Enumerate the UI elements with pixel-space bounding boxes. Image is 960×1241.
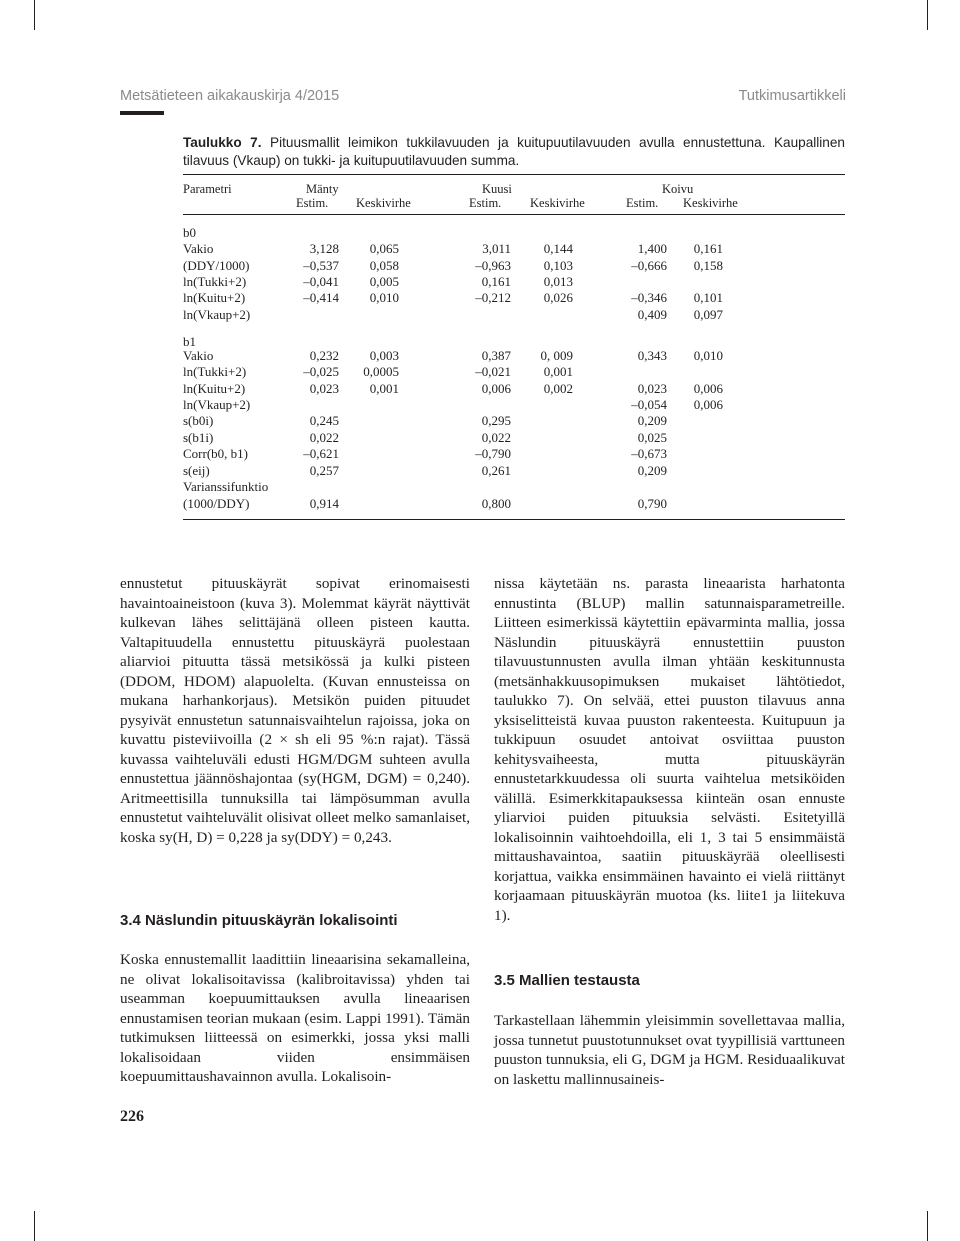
table-cell: 0,261: [481, 463, 511, 478]
table-cell: –0,621: [303, 446, 339, 461]
table-row-label: Vakio: [183, 348, 214, 363]
table-row-label: ln(Tukki+2): [183, 274, 247, 289]
right-column: [494, 574, 845, 925]
table-cell: 0,914: [309, 496, 339, 511]
table-row-label: ln(Kuitu+2): [183, 290, 246, 305]
table-row-label: (1000/DDY): [183, 496, 250, 511]
table-cell: –0,212: [475, 290, 511, 305]
left-paragraph-1: ennustetut pituuskäyrät sopivat erinomaisesti havaintoaineistoon (kuva 3). Molemmat käyrät näyttivät kulkevan lähes selittäjänä olleen pisteen kautta. Valtapituudella ennustettu pituuskäyrä puolestaan aliarvioi pituutta tässä metsikössä ja kulki pisteen (DDOM, HDOM) alapuolelta. (Kuvan ennusteissa on mukana harhankorjaus). Metsikön puiden pituudet pysyivät ennustetun satunnaisvaihtelun rajoissa, joka on kuvattu pisteviivoilla (2 × sh eli 95 %:n rajat). Tässä kuvassa vaihteluväli edusti HGM/DGM suhteen avulla ennustettua jäännöshajontaa (sy(HGM, DGM) = 0,240). Aritmeettisilla tunnuksilla tai lämpösumman avulla ennustetut vaihteluvälit olisivat olleet melko samanlaiset, koska sy(H, D) = 0,228 ja sy(DDY) = 0,243.: [120, 575, 470, 846]
right-paragraph-1: nissa käytetään ns. parasta lineaarista harhatonta ennustinta (BLUP) mallin satunnaisparametreille. Liitteen esimerkissä käytettiin epävarminta mallia, jossa Näslundin pituuskäyrä ennustettiin puuston tilavuustunnusten avulla ilman yhtään keskitunnusta (metsänhakkuusopimuksen mukaiset lähtötiedot, taulukko 7). On selvää, ettei puuston tilavuus anna yksiselitteistä kuvaa puuston rakenteesta. Kuitupuun ja tukkipuun osuudet antoivat osviittaa puuston kehitysvaiheesta, mutta pituuskäyrän ennustetarkkuudessa oli suurta vaihtelua metsiköiden välillä. Esimerkkitapauksessa kiinteän osan ennuste yliarvioi puiden pituuksia selvästi. Esitetyillä lokalisoinnin vaihtoehdoilla, eli 1, 3 tai 5 ensimmäistä mittaushavaintoa, saatiin pituuskäyrää oleellisesti korjattua, vaikka ensimmäinen havainto ei vielä riittänyt korjaamaan pituuskäyrän muotoa (ks. liite1 ja liitekuva 1).: [494, 575, 845, 924]
table-row-label: b1: [183, 334, 196, 349]
table-top-rule: [183, 174, 845, 175]
table-row-label: Corr(b0, b1): [183, 446, 248, 461]
table-cell: 0,161: [481, 274, 511, 289]
journal-header: Metsätieteen aikakauskirja 4/2015: [120, 88, 340, 104]
category-header: Tutkimusartikkeli: [738, 88, 846, 104]
species-header-kuusi: Kuusi: [482, 182, 512, 196]
table-cell: 0,257: [309, 463, 339, 478]
table-cell: 0,006: [693, 397, 723, 412]
table-row-label: ln(Tukki+2): [183, 364, 247, 379]
table-cell: –0,346: [631, 290, 667, 305]
table-cell: –0,054: [631, 397, 667, 412]
table-cell: 0,001: [369, 381, 399, 396]
species-header-manty: Mänty: [306, 182, 339, 196]
table-cell: 0,025: [637, 430, 667, 445]
species-header-koivu: Koivu: [662, 182, 694, 196]
table-cell: –0,963: [475, 258, 511, 273]
table-cell: 0,245: [309, 413, 339, 428]
table-cell: 0,006: [481, 381, 511, 396]
table-cell: 0,006: [693, 381, 723, 396]
subheader-estim-3: Estim.: [626, 196, 659, 210]
table-cell: –0,537: [303, 258, 339, 273]
table-cell: –0,025: [303, 364, 339, 379]
section-heading-3-5: 3.5 Mallien testausta: [494, 972, 640, 989]
table-cell: 0,158: [693, 258, 723, 273]
table-cell: 0,387: [481, 348, 511, 363]
table-cell: 0,065: [369, 241, 399, 256]
left-column: [120, 574, 470, 847]
table-cell: –0,790: [475, 446, 511, 461]
table-cell: 0,005: [369, 274, 399, 289]
subheader-estim-2: Estim.: [469, 196, 502, 210]
table-row-label: s(b0i): [183, 413, 214, 428]
table-cell: 0, 009: [540, 348, 573, 363]
subheader-estim-1: Estim.: [296, 196, 329, 210]
table-cell: 0,002: [543, 381, 573, 396]
table-cell: 0,800: [481, 496, 511, 511]
table-cell: 3,128: [309, 241, 339, 256]
table-bottom-rule: [183, 519, 845, 520]
crop-mark-right-bottom: [927, 1211, 928, 1241]
table-cell: 0,023: [309, 381, 339, 396]
table-row-label: Vakio: [183, 241, 214, 256]
subheader-se-2: Keskivirhe: [530, 196, 585, 210]
table-cell: 0,101: [693, 290, 723, 305]
caption-text: Pituusmallit leimikon tukkilavuuden ja kuitupuutilavuuden avulla ennustettuna. Kaupallinen tilavuus (Vkaup) on tukki- ja kuitupuutilavuuden summa.: [183, 135, 845, 168]
left-paragraph-2: Koska ennustemallit laadittiin lineaarisina sekamalleina, ne olivat lokalisoitavissa (kalibroitavissa) yhden tai useamman koepuumittauksen avulla lineaarisen ennustamisen teorian mukaan (esim. Lappi 1991). Tämän tutkimuksen liitteessä on esimerkki, jossa yksi malli lokalisoidaan viiden ensimmäisen koepuumittaushavainnon avulla. Lokalisoin-: [120, 951, 470, 1085]
table-cell: 0,144: [543, 241, 573, 256]
parameter-table: [0, 0, 960, 540]
table-cell: 0,790: [637, 496, 667, 511]
table-cell: 0,209: [637, 413, 667, 428]
table-cell: 0,026: [543, 290, 573, 305]
table-cell: 0,010: [369, 290, 399, 305]
table-cell: 0,209: [637, 463, 667, 478]
param-header: Parametri: [183, 182, 232, 196]
table-cell: 0,013: [543, 274, 573, 289]
caption-label: Taulukko 7.: [183, 135, 262, 150]
table-cell: –0,414: [303, 290, 339, 305]
table-row-label: ln(Vkaup+2): [183, 397, 251, 412]
left-column-2: [120, 950, 470, 1087]
right-column-2: [494, 1011, 845, 1089]
table-cell: 0,058: [369, 258, 399, 273]
table-row-label: b0: [183, 225, 196, 240]
section-heading-3-4: 3.4 Näslundin pituuskäyrän lokalisointi: [120, 912, 398, 929]
table-cell: 0,022: [309, 430, 339, 445]
table-cell: –0,041: [303, 274, 339, 289]
table-cell: 0,103: [543, 258, 573, 273]
table-cell: 0,010: [693, 348, 723, 363]
table-cell: 1,400: [637, 241, 667, 256]
table-row-label: ln(Vkaup+2): [183, 307, 251, 322]
table-header-rule: [183, 214, 845, 215]
subheader-se-1: Keskivirhe: [356, 196, 411, 210]
table-cell: 0,409: [637, 307, 667, 322]
crop-mark-left-bottom: [34, 1211, 35, 1241]
table-cell: 0,001: [543, 364, 573, 379]
table-cell: 0,097: [693, 307, 723, 322]
table-cell: 0,161: [693, 241, 723, 256]
table-cell: 0,0005: [363, 364, 399, 379]
page-number: 226: [120, 1108, 144, 1125]
table-cell: 0,022: [481, 430, 511, 445]
table-cell: 0,232: [309, 348, 339, 363]
right-paragraph-2: Tarkastellaan lähemmin yleisimmin sovellettavaa mallia, jossa tunnetut puustotunnukset ovat tyypillisiä varttuneen puuston tunnuksia, eli G, DGM ja HGM. Residuaalikuvat on laskettu mallinnusaineis-: [494, 1012, 845, 1088]
table-cell: –0,666: [631, 258, 667, 273]
table-cell: 3,011: [482, 241, 511, 256]
subheader-se-3: Keskivirhe: [683, 196, 738, 210]
table-row-label: s(b1i): [183, 430, 214, 445]
table-row-label: (DDY/1000): [183, 258, 250, 273]
table-cell: –0,021: [475, 364, 511, 379]
table-cell: 0,003: [369, 348, 399, 363]
table-row-label: Varianssifunktio: [183, 479, 269, 494]
table-cell: 0,023: [637, 381, 667, 396]
table-row-label: s(eij): [183, 463, 210, 478]
table-cell: 0,343: [637, 348, 667, 363]
table-cell: 0,295: [481, 413, 511, 428]
table-row-label: ln(Kuitu+2): [183, 381, 246, 396]
table-cell: –0,673: [631, 446, 667, 461]
